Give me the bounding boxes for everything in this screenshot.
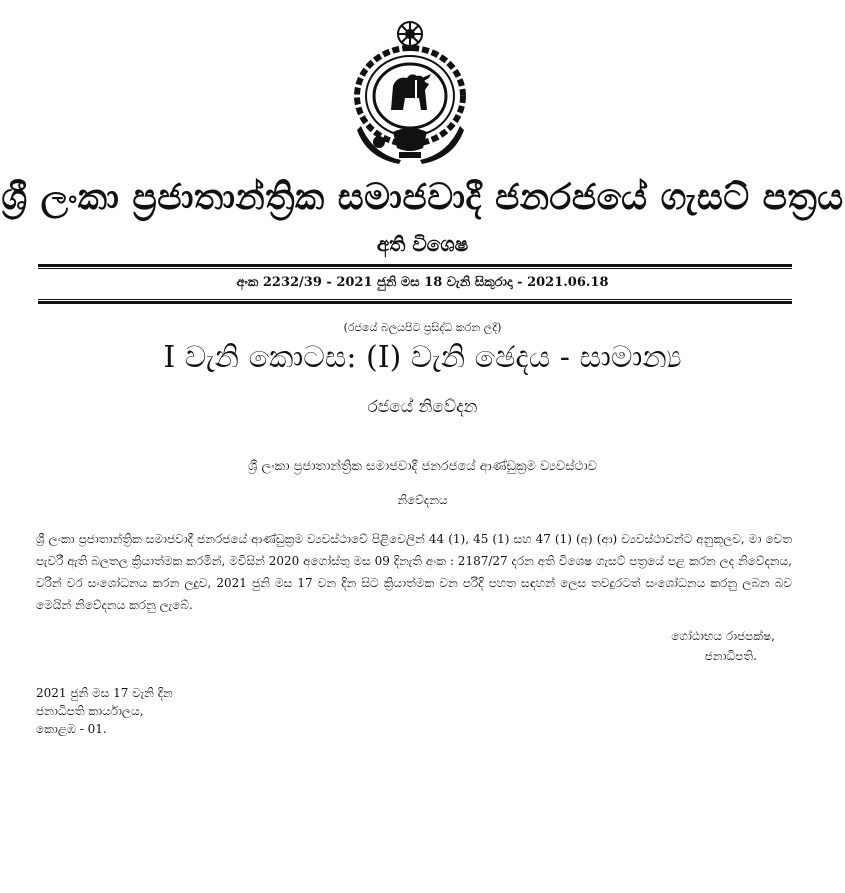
dharma-wheel-icon <box>398 22 422 46</box>
notice-heading: නිවේදනය <box>397 493 448 507</box>
city-name: කොළඹ - 01. <box>36 722 107 736</box>
vase-icon <box>357 126 464 164</box>
header-rule-top-thick <box>38 264 792 267</box>
sri-lanka-national-emblem <box>353 14 468 166</box>
notice-body: ශ්‍රී ලංකා ප්‍රජාතාන්ත්‍රික සමාජවාදී ජනරජයේ ආණ්ඩුක්‍රම ව්‍යවස්ථාවේ පිළිවෙලින් 44 (1), 45 (1) සහ 47 (1) (අ) (ආ) ව්‍යවස්ථාවන්ට අනුකූලව, මා වෙත පැවරී ඇති බලතල ක්‍රියාත්මක කරමින්, මවිසින් 2020 අගෝස්තු මස 09 දිනැති අංක : 2187/27 දරන අති විශෙෂ ගැසට් පත්‍රයේ පළ කරන ලද නිවේදනය, වරින් වර සංශෝධනය කරන ලදුව, 2021 ජුනි මස 17 වන දින සිට ක්‍රියාත්මක වන පරිදි පහත සඳහන් ලෙස තවදුරටත් සංශෝධනය කරනු ලබන බව මෙයින් නිවේදනය කරනු ලැබේ. <box>36 532 792 612</box>
gazette-extraordinary-label: අති විශෙෂ <box>376 232 469 256</box>
header-rule-top-thin <box>38 268 792 269</box>
header-rule-bottom-thin <box>38 299 792 300</box>
signatory-title: ජනාධිපති. <box>704 649 757 663</box>
notifications-heading: රජයේ නිවේදන <box>367 397 478 417</box>
gazette-title: ශ්‍රී ලංකා ප්‍රජාතාන්ත්‍රික සමාජවාදී ජනරජයේ ගැසට් පත්‍රය <box>1 176 844 218</box>
lion-icon <box>391 74 431 110</box>
authority-note: (රජයේ බලයපිට ප්‍රසිද්ධ කරන ලදී) <box>343 321 502 334</box>
moon-icon <box>438 136 445 150</box>
header-rule-bottom-thick <box>38 301 792 304</box>
office-name: ජනාධිපති කාර්යාලය, <box>36 704 144 718</box>
signature-block <box>671 626 775 666</box>
sun-icon <box>373 136 385 148</box>
signatory-name: ගෝඨාභය රාජපක්ෂ, <box>671 629 775 643</box>
signed-date: 2021 ජුනි මස 17 වැනි දින <box>36 686 173 700</box>
issue-line: අංක 2232/39 - 2021 ජුනි මස 18 වැනි සිකුරාදා - 2021.06.18 <box>236 275 609 290</box>
date-location-block <box>36 684 173 738</box>
act-title: ශ්‍රී ලංකා ප්‍රජාතාන්ත්‍රික සමාජවාදී ජනරජයේ ආණ්ඩුක්‍රම ව්‍යවස්ථාව <box>248 459 597 474</box>
part-title: I වැනි කොටස: (I) වැනි ඡෙදය - සාමාන්‍ය <box>163 340 682 375</box>
